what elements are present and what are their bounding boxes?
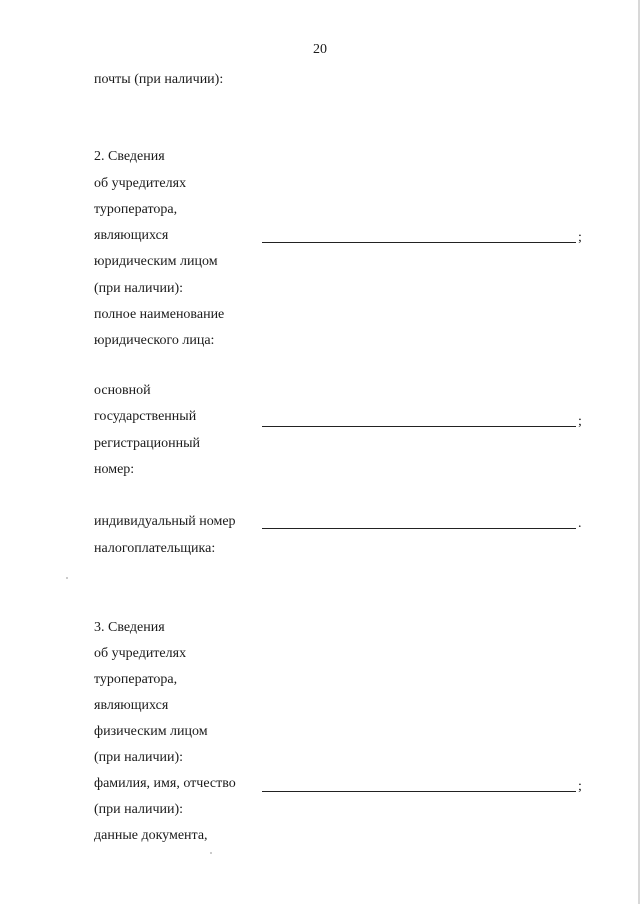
period: . [578, 516, 582, 531]
ogrn-label-line: номер: [94, 462, 135, 477]
email-label: почты (при наличии): [94, 72, 224, 87]
scan-speck [210, 852, 212, 854]
section3-heading: 3. Сведения [94, 620, 165, 635]
section2-line: туроператора, [94, 202, 178, 217]
section3-line: являющихся [94, 698, 169, 713]
section2-line: полное наименование [94, 307, 225, 322]
section3-line: (при наличии): [94, 750, 184, 765]
section3-line: об учредителях [94, 646, 187, 661]
section3-line: туроператора, [94, 672, 178, 687]
semicolon: ; [578, 230, 582, 245]
semicolon: ; [578, 779, 582, 794]
section2-line: об учредителях [94, 176, 187, 191]
section2-line: юридического лица: [94, 333, 215, 348]
legal-entity-name-field[interactable] [262, 242, 576, 243]
inn-field[interactable] [262, 528, 576, 529]
section2-line: являющихся [94, 228, 169, 243]
page-number: 20 [313, 42, 327, 57]
section3-line: физическим лицом [94, 724, 208, 739]
section3-line: фамилия, имя, отчество [94, 776, 236, 791]
section3-line: данные документа, [94, 828, 208, 843]
section2-line: юридическим лицом [94, 254, 218, 269]
section2-heading: 2. Сведения [94, 149, 165, 164]
full-name-field[interactable] [262, 791, 576, 792]
ogrn-label-line: регистрационный [94, 436, 201, 451]
inn-label-line: индивидуальный номер [94, 514, 236, 529]
ogrn-label-line: государственный [94, 409, 197, 424]
semicolon: ; [578, 414, 582, 429]
scan-speck [66, 577, 68, 579]
ogrn-field[interactable] [262, 426, 576, 427]
section2-line: (при наличии): [94, 281, 184, 296]
inn-label-line: налогоплательщика: [94, 541, 216, 556]
section3-line: (при наличии): [94, 802, 184, 817]
ogrn-label-line: основной [94, 383, 151, 398]
